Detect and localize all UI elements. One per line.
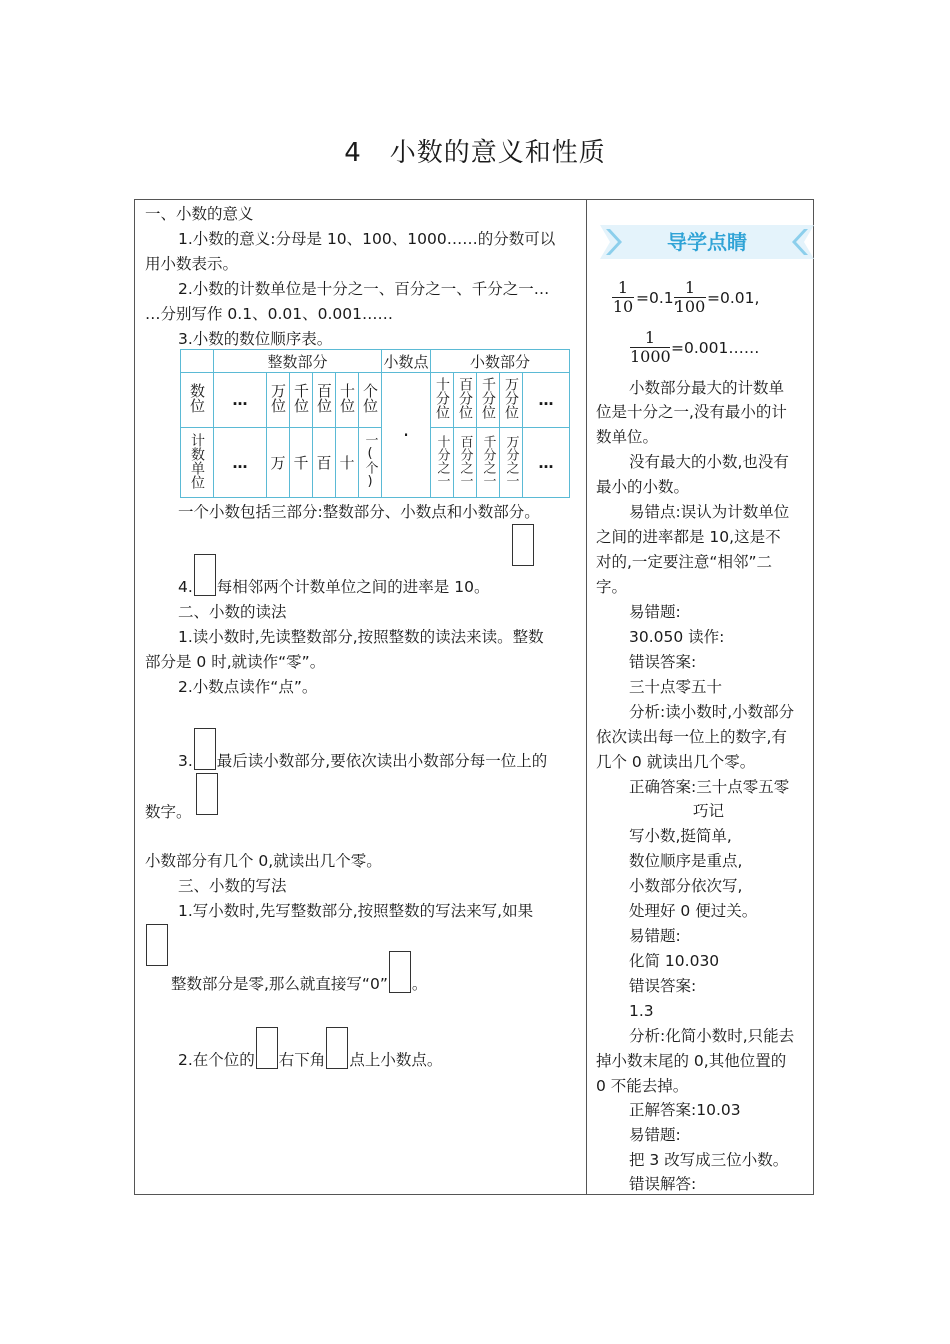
s3-p2b: 右下角: [278, 1051, 326, 1069]
header-decimal-point: 小数点: [382, 350, 431, 373]
s1-p5-text: 每相邻两个计数单位之间的进率是 10。: [216, 578, 490, 596]
side-line: 小数部分最大的计数单: [629, 379, 785, 397]
blank-box[interactable]: [146, 924, 168, 966]
blank-box[interactable]: [196, 773, 218, 815]
fraction-numerator: 1: [644, 328, 656, 347]
cell-unit: 万分之一: [503, 434, 519, 487]
side-line: 几个 0 就读出几个零。: [596, 753, 756, 771]
cell-dot: ·: [382, 373, 431, 498]
side-line: 处理好 0 便过关。: [629, 902, 758, 920]
side-line: 错误答案:: [629, 977, 697, 995]
fraction-denominator: 10: [612, 297, 634, 316]
s1-p2b: …分别写作 0.1、0.01、0.001……: [145, 305, 393, 323]
blank-box[interactable]: [512, 524, 534, 566]
fraction-3: [630, 329, 670, 366]
fraction-2: [674, 279, 706, 316]
cell-unit: 百: [313, 428, 336, 498]
fraction-numerator: 1: [617, 278, 629, 297]
fraction-denominator: 1000: [630, 347, 671, 366]
s3-p1b: 整数部分是零,那么就直接写“0”: [171, 975, 388, 993]
side-line: 写小数,挺简单,: [629, 827, 732, 845]
side-line: 把 3 改写成三位小数。: [629, 1151, 789, 1169]
banner-title: 导学点睛: [667, 230, 747, 254]
cell-unit: 万: [267, 428, 290, 498]
side-line: 易错题:: [629, 927, 681, 945]
side-line: 易错题:: [629, 603, 681, 621]
side-line: 化简 10.030: [629, 952, 720, 970]
cell-place: 百分位: [457, 377, 473, 419]
s3-p1: [171, 951, 427, 993]
side-line: 没有最大的小数,也没有: [629, 453, 789, 471]
cell-unit: 千: [290, 428, 313, 498]
s2-p1a: 1.读小数时,先读整数部分,按照整数的读法来读。整数: [178, 628, 544, 646]
s1-p5: [178, 554, 489, 596]
fraction-numerator: 1: [684, 278, 696, 297]
cell-ellipsis: …: [523, 428, 570, 498]
s2-p3-num: 3.: [178, 752, 193, 770]
side-line: 之间的进率都是 10,这是不: [596, 528, 781, 546]
cell-ellipsis: …: [214, 373, 267, 428]
s1-p1a: 1.小数的意义:分母是 10、100、1000……的分数可以: [178, 230, 556, 248]
side-line: 数单位。: [596, 428, 659, 446]
s2-heading: 二、小数的读法: [178, 603, 287, 621]
side-line: 位是十分之一,没有最小的计: [596, 403, 787, 421]
blank-box[interactable]: [256, 1027, 278, 1069]
side-line-mnemonic-title: 巧记: [693, 802, 725, 820]
side-line: 30.050 读作:: [629, 628, 725, 646]
fraction-denominator: 100: [674, 297, 706, 316]
s1-p2a: 2.小数的计数单位是十分之一、百分之一、千分之一…: [178, 280, 550, 298]
side-line: 正解答案:10.03: [629, 1101, 741, 1119]
blank-box[interactable]: [389, 951, 411, 993]
side-line: 对的,一定要注意“相邻”二: [596, 553, 772, 571]
cell-place: 千分位: [480, 377, 496, 419]
blank-box[interactable]: [194, 554, 216, 596]
cell-place: 千位: [292, 383, 310, 413]
row-label-unit: 计数单位: [189, 432, 205, 489]
fraction-1-result: =0.1,: [636, 289, 679, 307]
side-line: 数位顺序是重点,: [629, 852, 743, 870]
side-line: 字。: [596, 578, 628, 596]
cell-place: 十分位: [434, 377, 450, 419]
place-value-table: [180, 349, 570, 498]
cell-place: 十位: [338, 383, 356, 413]
fraction-1: [612, 279, 634, 316]
s1-p4: 一个小数包括三部分:整数部分、小数点和小数部分。: [178, 503, 540, 521]
side-line: 1.3: [629, 1002, 654, 1020]
cell-unit: 十: [336, 428, 359, 498]
s3-heading: 三、小数的写法: [178, 877, 287, 895]
side-line: 正确答案:三十点零五零: [629, 778, 790, 796]
s3-p2c: 点上小数点。: [349, 1051, 443, 1069]
side-line: 易错点:误认为计数单位: [629, 503, 790, 521]
side-line: 0 不能去掉。: [596, 1077, 689, 1095]
cell-place: 万位: [269, 383, 287, 413]
side-line: 错误答案:: [629, 653, 697, 671]
s3-p1a: 1.写小数时,先写整数部分,按照整数的写法来写,如果: [178, 902, 534, 920]
side-line: 错误解答:: [629, 1175, 697, 1193]
cell-place: 万分位: [503, 377, 519, 419]
s2-p2: 2.小数点读作“点”。: [178, 678, 318, 696]
s2-p1b: 部分是 0 时,就读作“零”。: [145, 653, 326, 671]
cell-unit: 百分之一: [457, 434, 473, 487]
row-label-place: 数位: [188, 383, 206, 413]
side-line: 分析:读小数时,小数部分: [629, 703, 795, 721]
fraction-3-result: =0.001……: [671, 339, 760, 357]
page-title: [0, 132, 950, 169]
side-line: 三十点零五十: [629, 678, 723, 696]
blank-box[interactable]: [194, 728, 216, 770]
s1-p1b: 用小数表示。: [145, 255, 239, 273]
blank-box[interactable]: [326, 1027, 348, 1069]
side-line: 易错题:: [629, 1126, 681, 1144]
cell-ellipsis: …: [523, 373, 570, 428]
column-divider: [586, 199, 587, 1195]
header-decimal-part: 小数部分: [431, 350, 570, 373]
cell-ellipsis: …: [214, 428, 267, 498]
s2-p4: 小数部分有几个 0,就读出几个零。: [145, 852, 382, 870]
s2-p3b: 数字。: [145, 803, 192, 821]
cell-place: 个位: [361, 383, 379, 413]
s2-p3: [178, 728, 547, 770]
section-number: 4: [344, 138, 362, 168]
side-line: 最小的小数。: [596, 478, 690, 496]
side-line: 小数部分依次写,: [629, 877, 743, 895]
side-line: 依次读出每一位上的数字,有: [596, 728, 787, 746]
fraction-2-result: =0.01,: [707, 289, 760, 307]
s1-heading: 一、小数的意义: [145, 205, 254, 223]
s1-p5-num: 4.: [178, 578, 193, 596]
cell-unit: 十分之一: [434, 434, 450, 487]
cell-unit: 千分之一: [480, 434, 496, 487]
s3-p1c: 。: [411, 975, 428, 993]
s1-p3: 3.小数的数位顺序表。: [178, 330, 333, 348]
side-line: 掉小数末尾的 0,其他位置的: [596, 1052, 787, 1070]
s2-p3-text: 最后读小数部分,要依次读出小数部分每一位上的: [216, 752, 548, 770]
cell-unit: 一(个): [362, 432, 378, 489]
section-title: 小数的意义和性质: [389, 138, 606, 168]
s3-p2a: 2.在个位的: [178, 1051, 255, 1069]
header-integer-part: 整数部分: [214, 350, 382, 373]
cell-place: 百位: [315, 383, 333, 413]
side-line: 分析:化简小数时,只能去: [629, 1027, 795, 1045]
s3-p2: [178, 1027, 442, 1069]
